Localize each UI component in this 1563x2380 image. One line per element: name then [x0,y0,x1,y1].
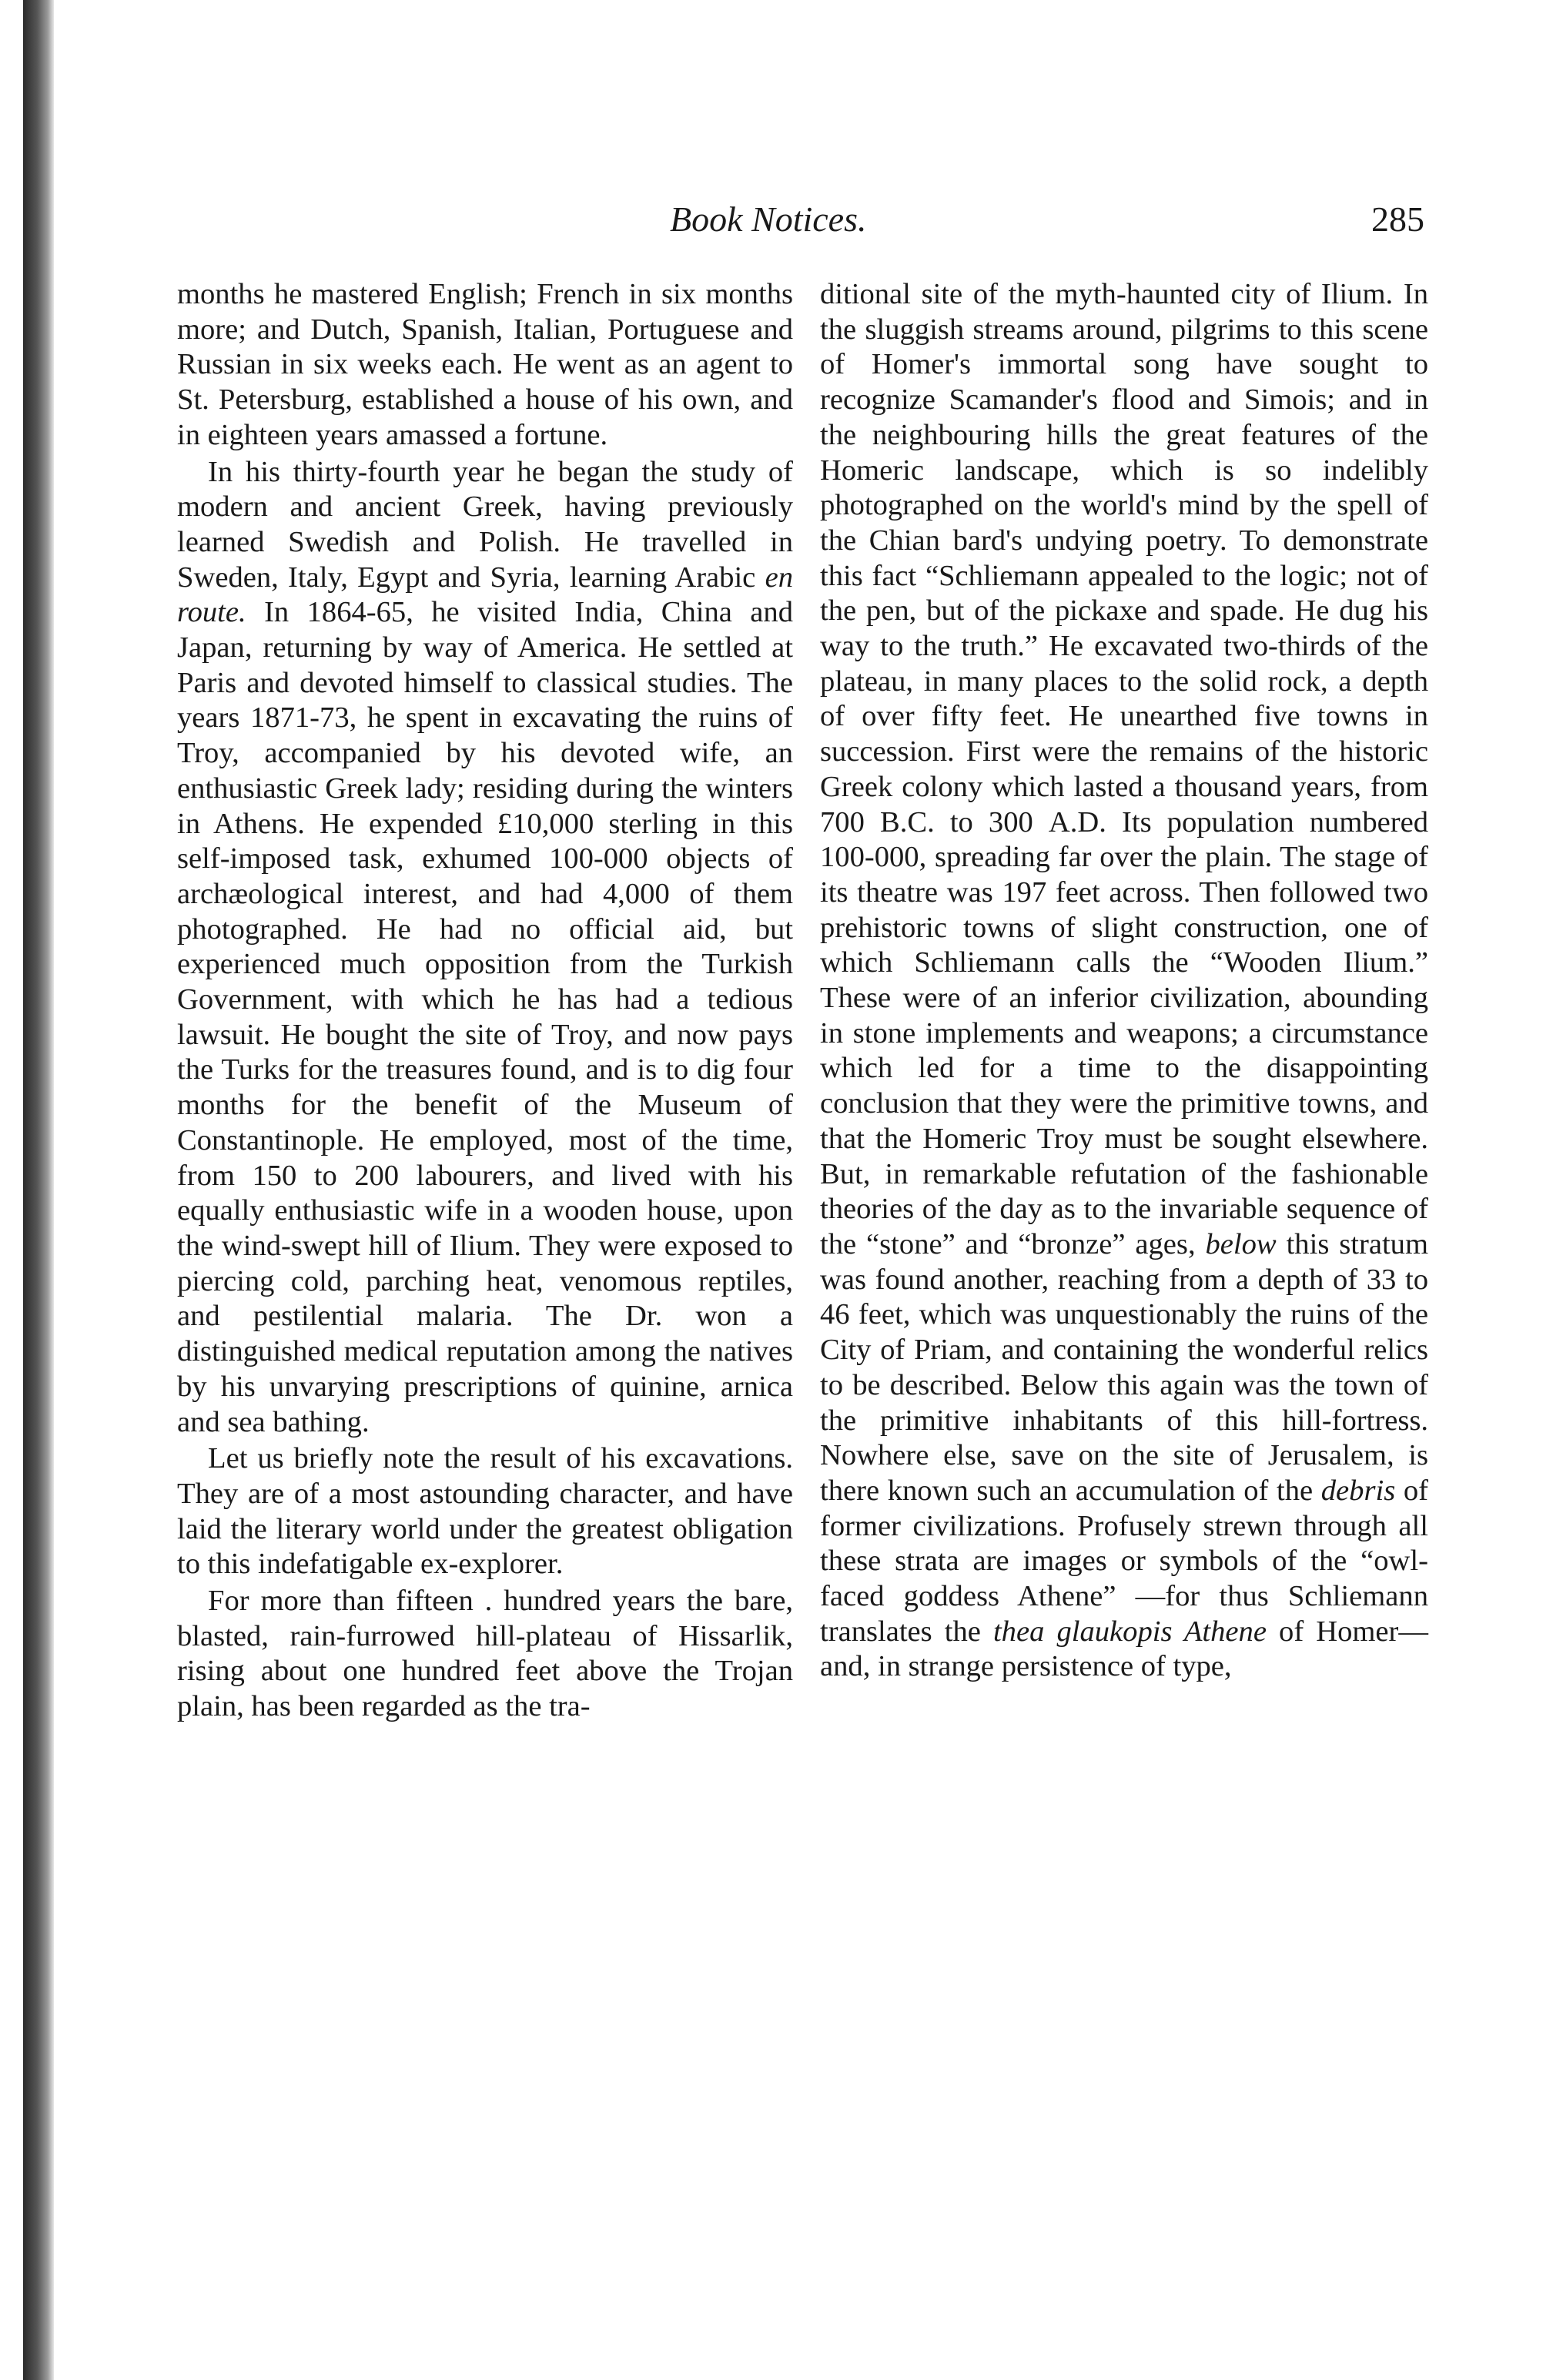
paragraph [177,455,793,1441]
paragraph-text: months he mastered English; French in six months more; and Dutch, Spanish, Italian, Portuguese and Russian in six weeks each. He went as an agent to St. Petersburg, established a house of his own, and in eighteen years amassed a fortune. [177,278,793,451]
italic-phrase: en route. [177,561,793,629]
book-binding-edge [23,0,54,2380]
italic-phrase: debris [1320,1474,1396,1507]
paragraph-text: In his thirty-fourth year he began the study of modern and ancient Greek, having previously learned Swedish and Polish. He travelled in Sweden, Italy, Egypt and Syria, learning Arabic [177,455,793,594]
era-abbreviation: A.D. [1048,805,1106,839]
paragraph-text: to 300 [949,805,1033,839]
paragraph-text: ditional site of the myth-haunted city of Ilium. In the sluggish streams around, pilgrims to this scene of Homer's immortal song have sought to recognize Scamander's flood and Simois; and in the neighbouring hills the great features of the Homeric landscape, which is so indelibly photographed on the world's mind by the spell of the Chian bard's undying poetry. To demonstrate this fact “Schliemann appealed to the logic; not of the pen, but of the pickaxe and spade. He dug his way to the truth.” He excavated two-thirds of the plateau, in many places to the solid rock, a depth of over fifty feet. He unearthed five towns in succession. First were the remains of the historic Greek colony which lasted a thousand years, from 700 [820,278,1428,839]
italic-phrase: thea glaukopis Athene [992,1615,1267,1648]
era-abbreviation: B.C. [879,805,935,839]
paragraph-text: For more than fifteen . hundred years the bare, blasted, rain-furrowed hill-plateau of Hissarlik, rising about one hundred feet above the Trojan plain, has been regarded as the tra- [177,1585,793,1723]
left-column [177,277,793,1725]
running-head [177,196,1424,250]
paragraph-text: Let us briefly note the result of his excavations. They are of a most astounding character, and have laid the literary world under the greatest obligation to this indefatigable ex-explorer. [177,1442,793,1581]
paragraph-text: this stratum was found another, reaching from a depth of 33 to 46 feet, which was unquestionably the ruins of the City of Priam, and containing the wonderful relics to be described. Below this again was the town of the primitive inhabitants of this hill-fortress. Nowhere else, save on the site of Jerusalem, is there known such an accumulation of the [820,1227,1428,1507]
paragraph [177,277,793,454]
page-number: 285 [1371,199,1424,239]
paragraph-text: Its population numbered 100-000, spreading far over the plain. The stage of its theatre was 197 feet across. Then followed two prehistoric towns of slight construction, one of which Schliemann calls the “Wooden Ilium.” These were of an inferior civilization, abounding in stone implements and weapons; a circumstance which led for a time to the disappointing conclusion that they were the primitive towns, and that the Homeric Troy must be sought elsewhere. But, in remarkable refutation of the fashionable theories of the day as to the invariable sequence of the “stone” and “bronze” ages, [820,805,1429,1260]
paragraph [820,277,1428,1685]
running-title: Book Notices. [670,199,867,239]
paragraph-text: of Homer—and, in strange persistence of type, [820,1615,1428,1683]
paragraph-text: In 1864-65, he visited India, China and Japan, returning by way of America. He settled at Paris and devoted himself to classical studies. The years 1871-73, he spent in excavating the ruins of Troy, accompanied by his devoted wife, an enthusiastic Greek lady; residing during the winters in Athens. He expended £10,000 sterling in this self-imposed task, exhumed 100-000 objects of archæological interest, and had 4,000 of them photographed. He had no official aid, but experienced much opposition from the Turkish Government, with which he has had a tedious lawsuit. He bought the site of Troy, and now pays the Turks for the treasures found, and is to dig four months for the benefit of the Museum of Constantinople. He employed, most of the time, from 150 to 200 labourers, and lived with his equally enthusiastic wife in a wooden house, upon the wind-swept hill of Ilium. They were exposed to piercing cold, parching heat, venomous reptiles, and pestilential malaria. The Dr. won a distinguished medical reputation among the natives by his unvarying prescriptions of quinine, arnica and sea bathing. [177,596,793,1438]
italic-phrase: below [1205,1227,1277,1260]
right-column [820,277,1428,1685]
paragraph-text: of former civilizations. Profusely strewn through all these strata are images or symbols of the “owl-faced goddess Athene” —for thus Schliemann translates the [820,1474,1428,1648]
paragraph [177,1584,793,1725]
paragraph [177,1441,793,1582]
